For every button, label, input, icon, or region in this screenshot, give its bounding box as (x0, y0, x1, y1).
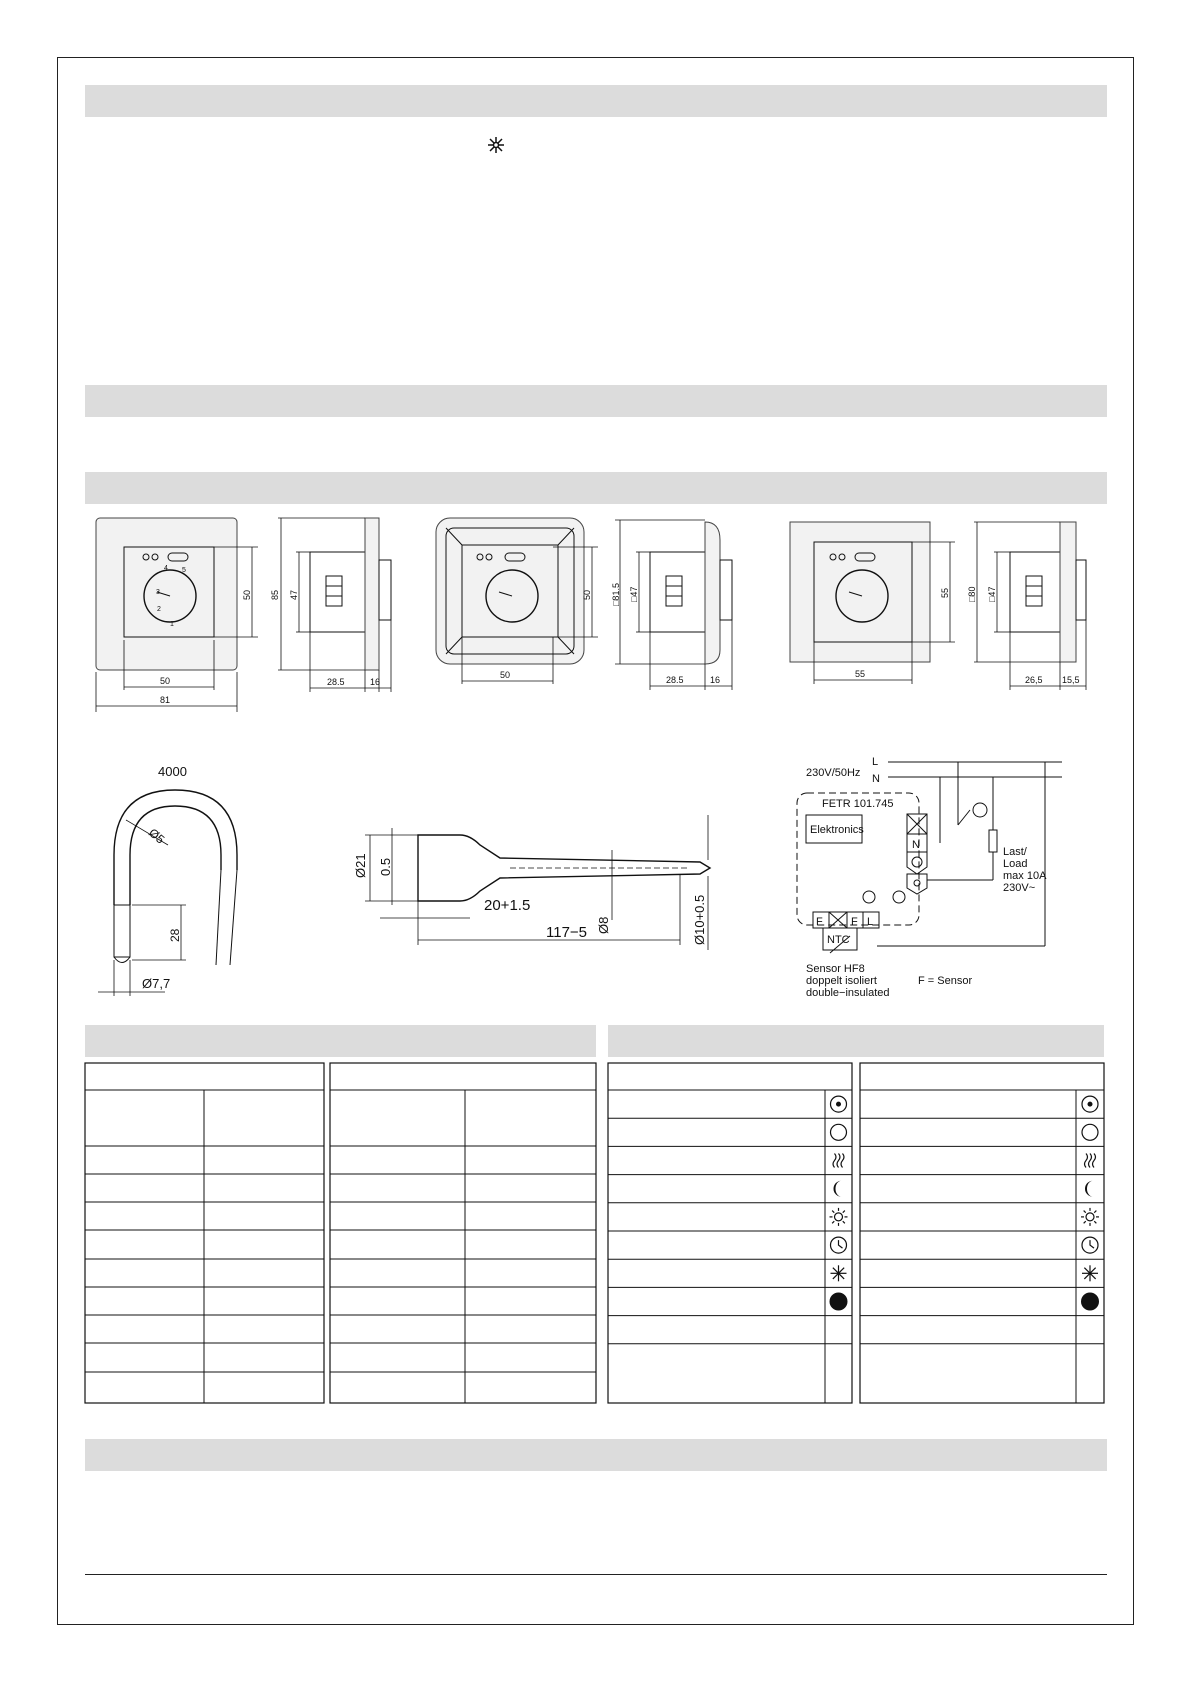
svg-text:16: 16 (710, 675, 721, 685)
unit1-front-view (96, 518, 258, 712)
svg-text:5: 5 (182, 567, 186, 574)
svg-text:4000: 4000 (158, 764, 187, 779)
sensor-sleeve-drawing (353, 815, 710, 950)
svg-text:doppelt isoliert: doppelt isoliert (806, 975, 877, 987)
left-table (85, 1063, 596, 1403)
svg-text:47: 47 (289, 589, 299, 600)
svg-text:N: N (872, 773, 880, 785)
moon-icon (1085, 1181, 1093, 1197)
svg-text:□81.5: □81.5 (611, 583, 621, 606)
svg-text:0.5: 0.5 (378, 857, 393, 876)
svg-text:2: 2 (157, 606, 161, 613)
svg-text:Sensor HF8: Sensor HF8 (806, 963, 865, 975)
sensor-cable-drawing (98, 764, 237, 996)
heat-icon (1085, 1154, 1096, 1168)
svg-text:Last/: Last/ (1003, 846, 1027, 858)
heat-icon (833, 1154, 844, 1168)
svg-text:Ø21: Ø21 (353, 853, 368, 878)
svg-text:20+1.5: 20+1.5 (484, 897, 531, 914)
svg-text:FETR 101.745: FETR 101.745 (822, 798, 894, 810)
svg-text:double−insulated: double−insulated (806, 987, 890, 999)
svg-text:50: 50 (242, 589, 252, 600)
svg-text:230V/50Hz: 230V/50Hz (806, 767, 861, 779)
svg-text:Ø8: Ø8 (596, 916, 611, 934)
svg-text:Ø5: Ø5 (146, 825, 168, 847)
filled-circle-icon (830, 1293, 848, 1311)
moon-icon (834, 1181, 842, 1197)
unit2-front-view (436, 518, 598, 684)
right-table (608, 1063, 1104, 1403)
svg-text:Elektronics: Elektronics (810, 824, 864, 836)
svg-text:50: 50 (500, 670, 511, 680)
svg-text:Ø7,7: Ø7,7 (142, 976, 171, 991)
dot-circle-icon (1082, 1096, 1098, 1112)
snowflake-icon (488, 137, 504, 153)
unit3-front-view (790, 522, 955, 684)
svg-text:□47: □47 (629, 586, 639, 602)
snowflake-icon (831, 1265, 847, 1281)
unit3-side-view (967, 522, 1086, 690)
dot-circle-icon (831, 1096, 847, 1112)
svg-text:F = Sensor: F = Sensor (918, 975, 973, 987)
svg-text:81: 81 (160, 695, 171, 705)
svg-text:max 10A: max 10A (1003, 870, 1047, 882)
svg-text:L: L (872, 756, 879, 768)
svg-text:F: F (851, 916, 858, 928)
right-table-rows (608, 1096, 1104, 1344)
svg-text:85: 85 (270, 589, 280, 600)
sun-icon (830, 1208, 848, 1226)
svg-text:L: L (867, 916, 874, 928)
sun-icon (1081, 1208, 1099, 1226)
clock-icon (831, 1237, 847, 1253)
snowflake-icon (1082, 1265, 1098, 1281)
wiring-diagram (797, 756, 1062, 999)
unit2-side-view (611, 520, 732, 690)
svg-text:Load: Load (1003, 858, 1028, 870)
svg-text:55: 55 (855, 669, 866, 679)
circle-icon (831, 1124, 847, 1140)
svg-text:50: 50 (160, 676, 171, 686)
svg-text:□47: □47 (987, 586, 997, 602)
svg-text:NTC: NTC (827, 934, 850, 946)
svg-text:117−5: 117−5 (546, 924, 588, 941)
svg-text:Ø10+0.5: Ø10+0.5 (692, 894, 707, 945)
svg-text:28.5: 28.5 (666, 675, 684, 685)
svg-text:15,5: 15,5 (1062, 675, 1080, 685)
svg-text:55: 55 (940, 587, 950, 598)
svg-text:16: 16 (370, 677, 381, 687)
clock-icon (1082, 1237, 1098, 1253)
filled-circle-icon (1081, 1293, 1099, 1311)
svg-text:N: N (912, 839, 920, 851)
svg-text:F: F (816, 916, 823, 928)
unit1-side-view (270, 518, 391, 692)
svg-text:1: 1 (170, 621, 174, 628)
svg-text:26,5: 26,5 (1025, 675, 1043, 685)
circle-icon (1082, 1124, 1098, 1140)
svg-text:4: 4 (164, 565, 168, 572)
svg-text:28.5: 28.5 (327, 677, 345, 687)
svg-text:28: 28 (168, 928, 182, 942)
svg-text:□80: □80 (967, 586, 977, 602)
svg-text:3: 3 (156, 589, 160, 596)
svg-text:50: 50 (582, 589, 592, 600)
svg-text:230V~: 230V~ (1003, 882, 1036, 894)
